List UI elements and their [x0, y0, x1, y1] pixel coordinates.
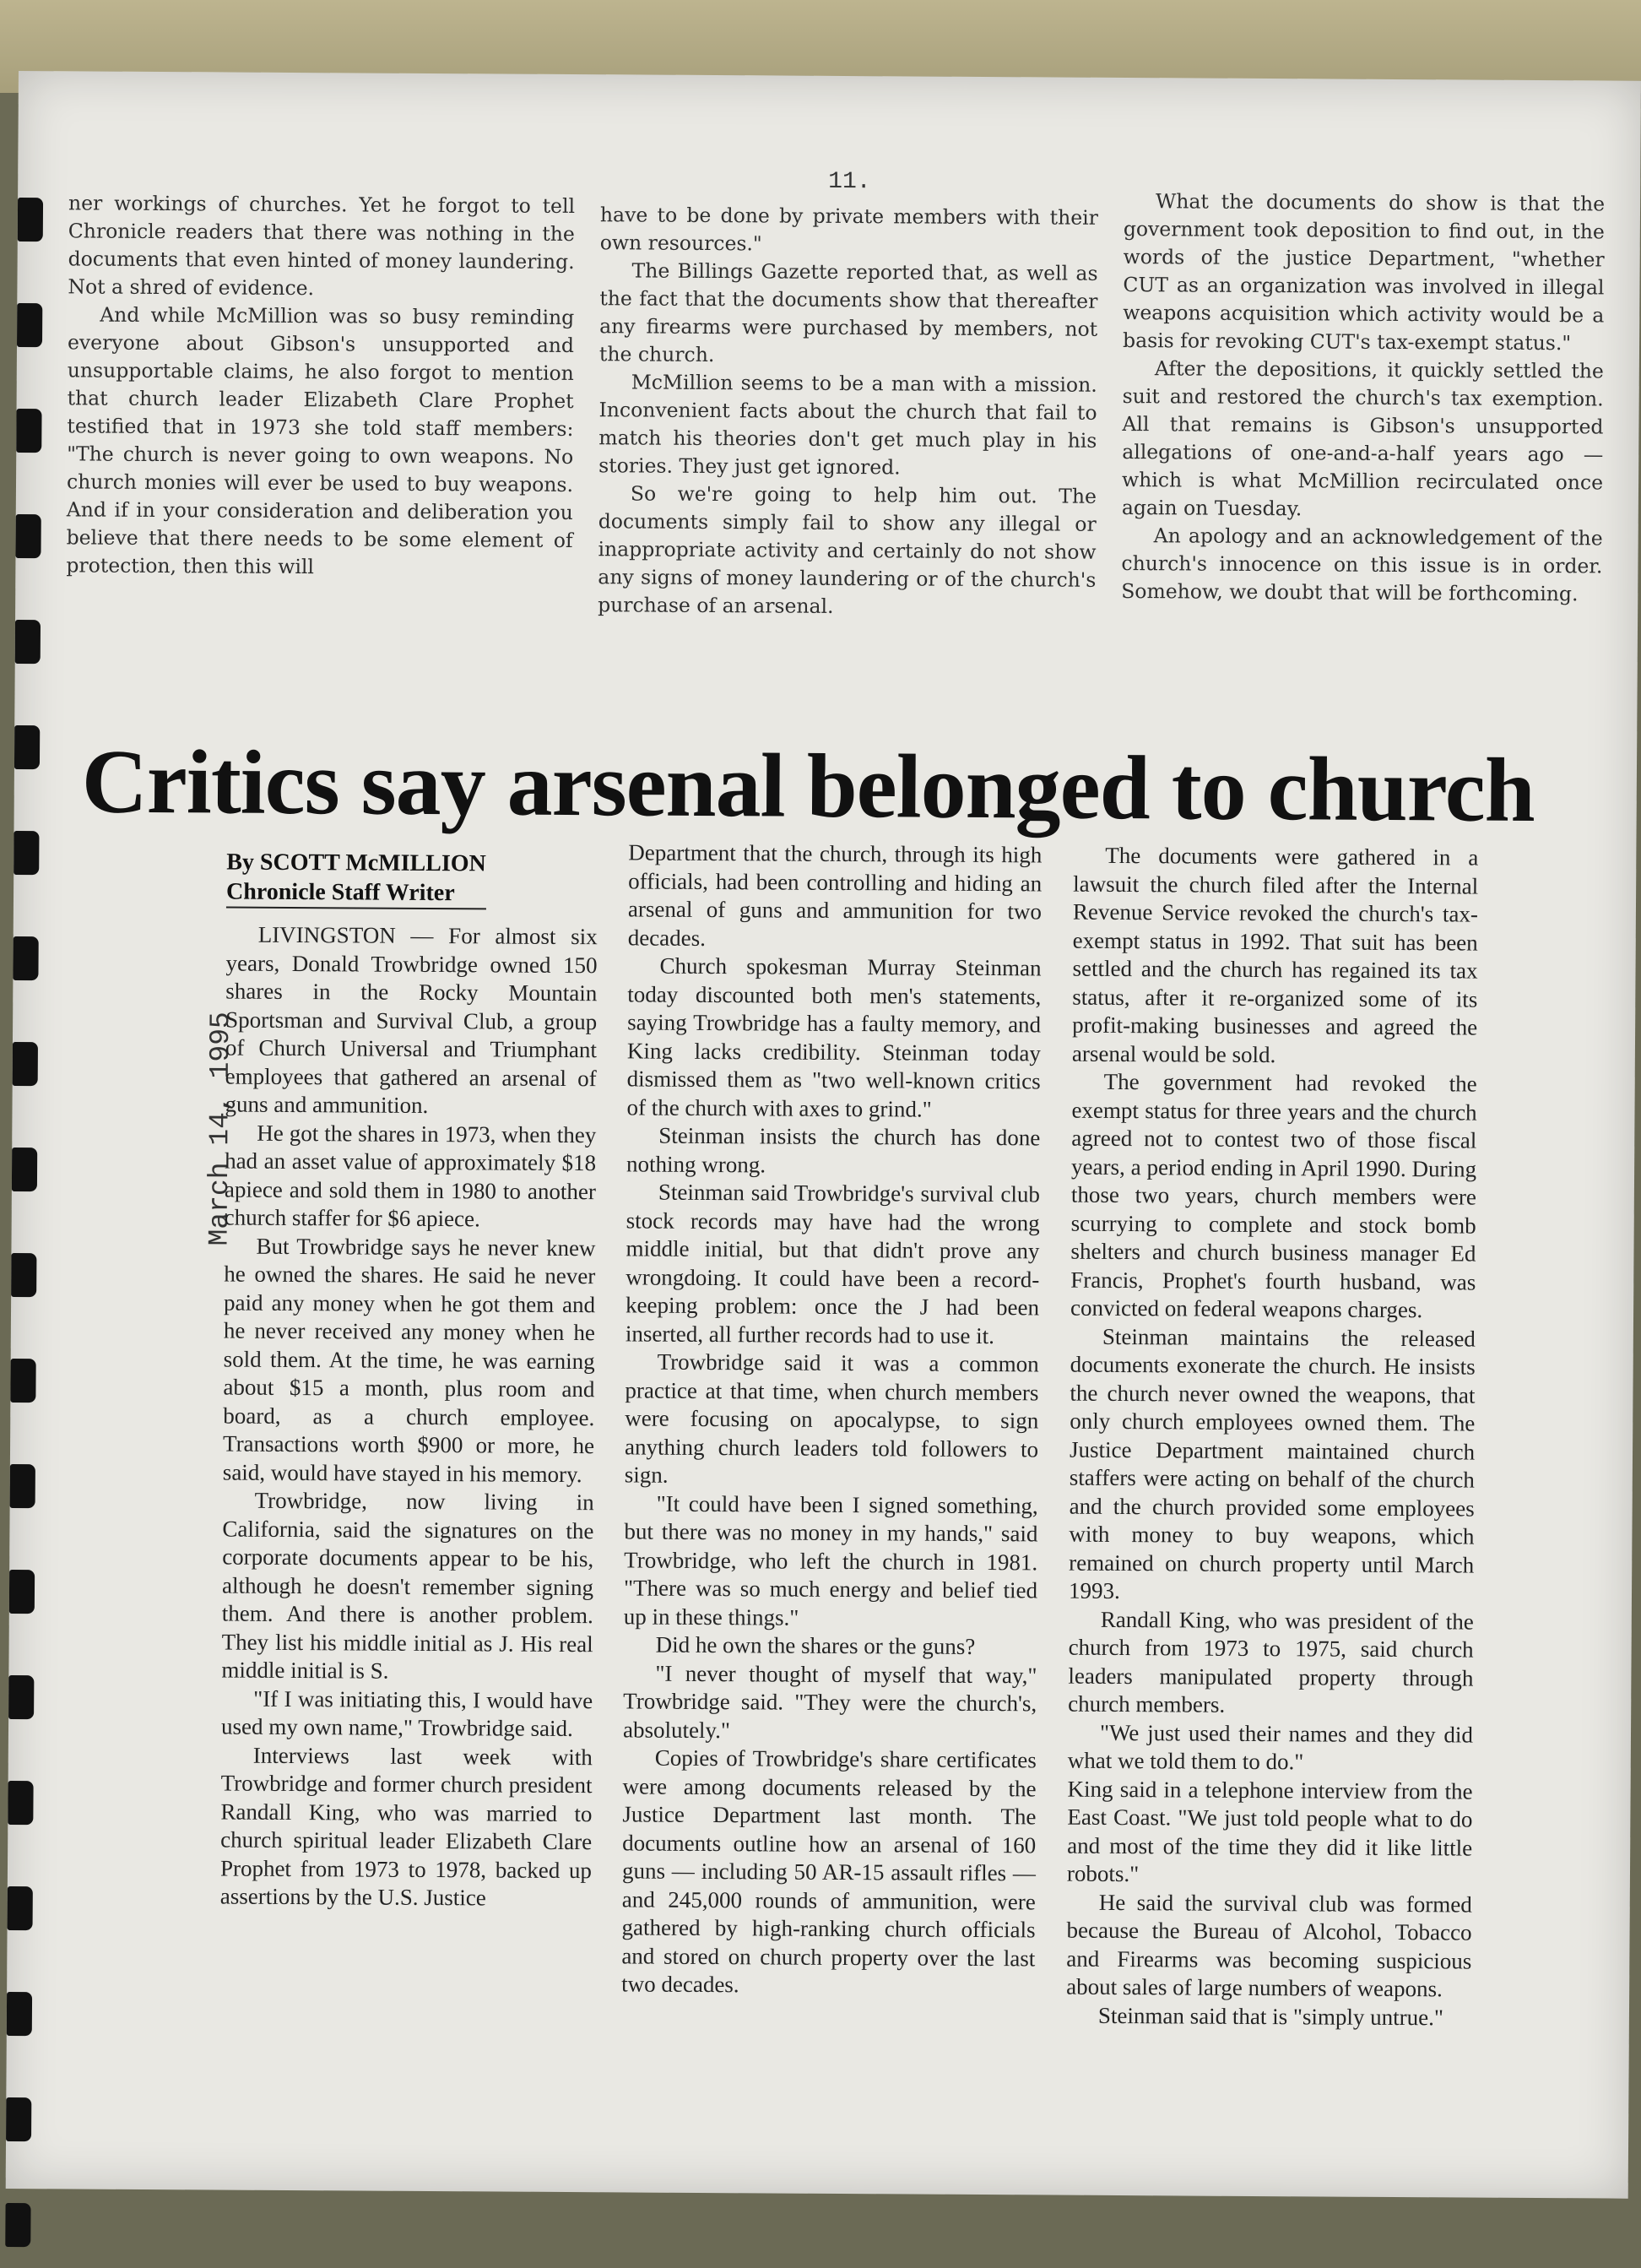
paragraph: Trowbridge, now living in California, said the signatures on the corporate documents appear to be his, although he doesn't remember signing them. And there is another problem. They list his middle initial as J. His real middle initial is S. — [221, 1487, 594, 1684]
binding-ring — [14, 725, 40, 769]
paragraph: And while McMillion was so busy reminding everyone about Gibson's unsupported and unsupportable claims, he also forgot to mention that church leader Elizabeth Clare Prophet testified that in 1973 she told staff members: "The church is never going to own weapons. No church monies will ever be used to buy weapons. And if in your consideration and deliberation you believe that there needs to be some element of protection, then this will — [66, 302, 575, 579]
paragraph: The government had revoked the exempt status for three years and the church agreed not to contest two of those fiscal years, a period ending in April 1990. During those two years, church members were scurrying to complete and stock bomb shelters and church business manager Ed Francis, Prophet's fourth husband, was convicted on federal weapons charges. — [1070, 1068, 1477, 1323]
paragraph: Did he own the shares or the guns? — [655, 1631, 976, 1659]
paragraph: LIVINGSTON — For almost six years, Donald Trowbridge owned 150 shares in the Rocky Mountain Sportsman and Survival Club, a group of Church Universal and Triumphant employees that gathered an arsenal of guns and ammunition. — [225, 921, 598, 1118]
paragraph: ner workings of churches. Yet he forgot to tell Chronicle readers that there was nothing in the documents that even hinted of money laundering. Not a shred of evidence. — [68, 191, 576, 301]
paragraph: Interviews last week with Trowbridge and former church president Randall King, who was married to church spiritual leader Elizabeth Clare Prophet from 1973 to 1978, backed up assertions by the U.S. Justice — [219, 1742, 593, 1911]
binding-ring — [15, 514, 41, 558]
binding-ring — [9, 1570, 35, 1614]
paragraph: The Billings Gazette reported that, as well as the fact that the documents show that thereafter any firearms were purchased by members, not the church. — [598, 258, 1098, 367]
paragraph: "If I was initiating this, I would have used my own name," Trowbridge said. — [220, 1685, 593, 1742]
paragraph: "I never thought of myself that way," Trowbridge said. "They were the church's, absolutely." — [622, 1660, 1037, 1743]
paragraph: But Trowbridge says he never knew he owned the shares. He said he never paid any money when he got them and he never received any money when he sold them. At the time, he was earning about $15 a month, plus room and board, as a church employee. Transactions worth $900 or more, he said, would have stayed in his memory. — [222, 1233, 596, 1487]
paragraph: McMillion seems to be a man with a mission. Inconvenient facts about the church that fail to match his theories don't get much play in his stories. They just get ignored. — [598, 370, 1097, 480]
paragraph: What the documents do show is that the government took deposition to find out, in the words of the justice Department, "whether CUT as an organization was involved in illegal weapons acquisition which activity would be a basis for revoking CUT's tax-exempt status." — [1122, 189, 1606, 355]
paragraph: Church spokesman Murray Steinman today discounted both men's statements, saying Trowbridge has a faulty memory, and King lacks credibility. Steinman today dismissed them as "two well-known critics of the church with axes to grind." — [626, 952, 1042, 1122]
binding-ring — [6, 2097, 31, 2141]
binding-ring — [11, 1253, 36, 1297]
story-column-3 — [1066, 842, 1479, 2032]
binding-ring — [10, 1359, 35, 1403]
binding-ring — [15, 620, 41, 664]
binding-ring — [18, 198, 43, 241]
paragraph: "It could have been I signed something, but there was no money in my hands," said Trowbridge, who left the church in 1981. "There was so much energy and belief tied up in these things." — [623, 1490, 1038, 1630]
paragraph: "We just used their names and they did what we told them to do." — [1067, 1719, 1474, 1775]
binding-ring — [7, 1992, 32, 2036]
paragraph: have to be done by private members with their own resources." — [599, 203, 1099, 256]
byline — [226, 848, 486, 910]
byline-author: By SCOTT McMILLION — [226, 849, 486, 877]
paragraph: Steinman said Trowbridge's survival club stock records may have had the wrong middle initial, but that didn't prove any wrongdoing. It could have been a record-keeping problem: once the J had been inserted, all further records had to use it. — [625, 1179, 1040, 1348]
paragraph: He got the shares in 1973, when they had an asset value of approximately $18 apiece and sold them in 1980 to another church staffer for $6 apiece. — [224, 1120, 597, 1232]
paragraph: Trowbridge said it was a common practice at that time, when church members were focusing on apocalypse, to sign anything church leaders told followers to sign. — [624, 1348, 1039, 1488]
binding-ring — [14, 831, 39, 875]
binding-ring — [12, 1148, 37, 1191]
story-column-2 — [621, 838, 1042, 2000]
binding-ring — [16, 409, 41, 453]
binding-ring — [8, 1886, 33, 1930]
story-column-1 — [220, 921, 598, 1913]
paragraph: Steinman maintains the released documents exonerate the church. He insists the church never owned the weapons, that only church employees owned them. The Justice Department maintained church staffers were acting on behalf of the church and the church provided some employees with money to buy weapons, which remained on church property until March 1993. — [1068, 1323, 1476, 1604]
paragraph: Steinman said that is "simply untrue." — [1097, 2002, 1444, 2030]
spiral-binding — [5, 198, 51, 2258]
paragraph: So we're going to help him out. The documents simply fail to show any illegal or inappropriate activity and certainly do not show any signs of money laundering or of the church's purchase of an arsenal. — [598, 481, 1097, 618]
binding-ring — [5, 2203, 30, 2247]
editorial-column-1 — [66, 189, 575, 583]
editorial-column-2 — [598, 201, 1098, 622]
byline-title: Chronicle Staff Writer — [226, 877, 486, 910]
binding-ring — [10, 1464, 35, 1508]
headline: Critics say arsenal belonged to church — [81, 731, 1535, 841]
paragraph: King said in a telephone interview from the East Coast. "We just told people what to do and most of the time they did it like little robots." — [1066, 1776, 1473, 1887]
page-number: 11. — [828, 168, 871, 196]
paragraph: After the depositions, it quickly settled the suit and restored the church's tax exemption. All that remains is Gibson's unsupported allegations of one-and-a-half years ago — which is what McMillion recirculated once again on Tuesday. — [1121, 356, 1604, 521]
binding-ring — [8, 1781, 33, 1825]
printed-page — [6, 71, 1641, 2199]
paragraph: Steinman insists the church has done nothing wrong. — [626, 1122, 1041, 1177]
paragraph: The documents were gathered in a lawsuit the church filed after the Internal Revenue Service revoked the church's tax-exempt status in 1992. That suit has been settled and the church has regained its tax status, after it re-organized some of its profit-making businesses and agreed the arsenal would be sold. — [1071, 842, 1479, 1067]
binding-ring — [8, 1675, 34, 1719]
paragraph: Department that the church, through its high officials, had been controlling and hiding an arsenal of guns and ammunition for two decades. — [627, 839, 1043, 951]
binding-ring — [17, 303, 42, 347]
binding-ring — [13, 936, 38, 980]
margin-date: March 14, 1995 — [203, 1012, 237, 1246]
binding-ring — [13, 1042, 38, 1086]
paragraph: He said the survival club was formed because the Bureau of Alcohol, Tobacco and Firearms was becoming suspicious about sales of large numbers of weapons. — [1066, 1889, 1472, 2002]
editorial-column-3 — [1121, 187, 1605, 608]
paragraph: Copies of Trowbridge's share certificates were among documents released by the Justice Department last month. The documents outline how an arsenal of 160 guns — including 50 AR-15 assault rifles — and 245,000 rounds of ammunition, were gathered by high-ranking church officials and stored on church property over the last two decades. — [621, 1744, 1037, 1998]
paragraph: Randall King, who was president of the church from 1973 to 1975, said church leaders manipulated property through church members. — [1068, 1606, 1474, 1717]
paragraph: An apology and an acknowledgement of the church's innocence on this issue is in order. Somehow, we doubt that will be forthcoming. — [1121, 524, 1603, 606]
